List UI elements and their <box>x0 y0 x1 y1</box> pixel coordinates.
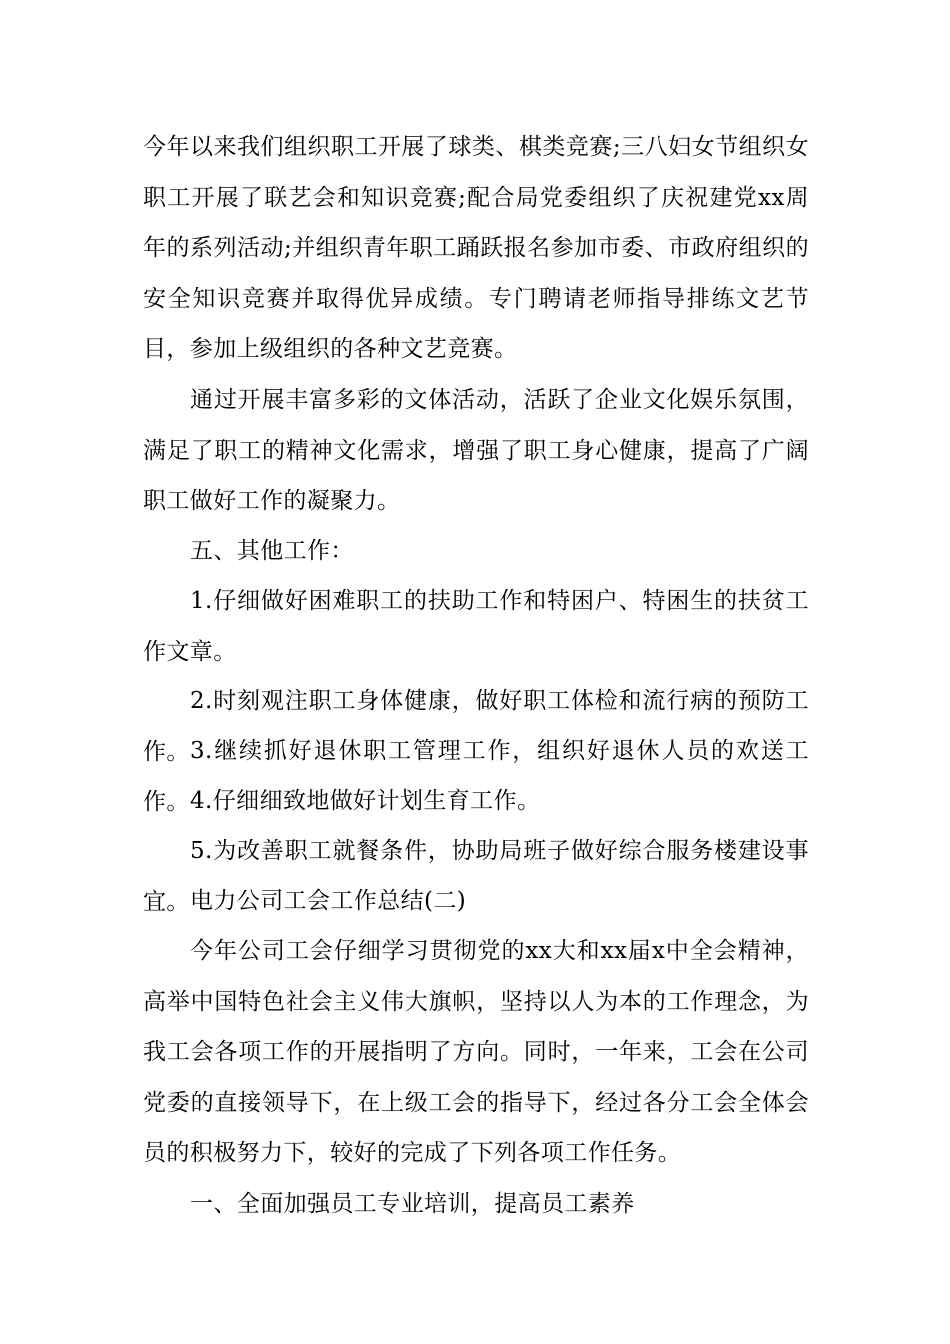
list-item-3: 3.继续抓好退休职工管理工作，组织好退休人员的欢送工作。 <box>143 738 809 815</box>
list-item-1: 1.仔细做好困难职工的扶助工作和特困户、特困生的扶贫工作文章。 <box>143 588 809 665</box>
list-item-2: 2.时刻观注职工身体健康，做好职工体检和流行病的预防工作。 <box>143 688 809 765</box>
document-subtitle: 电力公司工会工作总结(二) <box>190 888 467 914</box>
list-item-4: 4.仔细细致地做好计划生育工作。 <box>190 788 541 814</box>
section-heading-other-work: 五、其他工作： <box>190 538 354 564</box>
section-heading-training: 一、全面加强员工专业培训，提高员工素养 <box>190 1191 635 1217</box>
paragraph-activity-results: 通过开展丰富多彩的文体活动，活跃了企业文化娱乐氛围，满足了职工的精神文化需求，增强了职工身心健康，提高了广阔职工做好工作的凝聚力。 <box>143 387 809 514</box>
paragraph-activities: 今年以来我们组织职工开展了球类、棋类竞赛;三八妇女节组织女职工开展了联艺会和知识竞赛;配合局党委组织了庆祝建党xx周年的系列活动;并组织青年职工踊跃报名参加市委、市政府组织的安全知识竞赛并取得优异成绩。专门聘请老师指导排练文艺节目，参加上级组织的各种文艺竞赛。 <box>143 134 809 362</box>
paragraph-union-summary: 今年公司工会仔细学习贯彻党的xx大和xx届x中全会精神，高举中国特色社会主义伟大旗帜，坚持以人为本的工作理念，为我工会各项工作的开展指明了方向。同时，一年来，工会在公司党委的直接领导下，在上级工会的指导下，经过各分工会全体会员的积极努力下，较好的完成了下列各项工作任务。 <box>143 938 809 1166</box>
list-item-5: 5.为改善职工就餐条件，协助局班子做好综合服务楼建设事宜。 <box>143 838 809 915</box>
